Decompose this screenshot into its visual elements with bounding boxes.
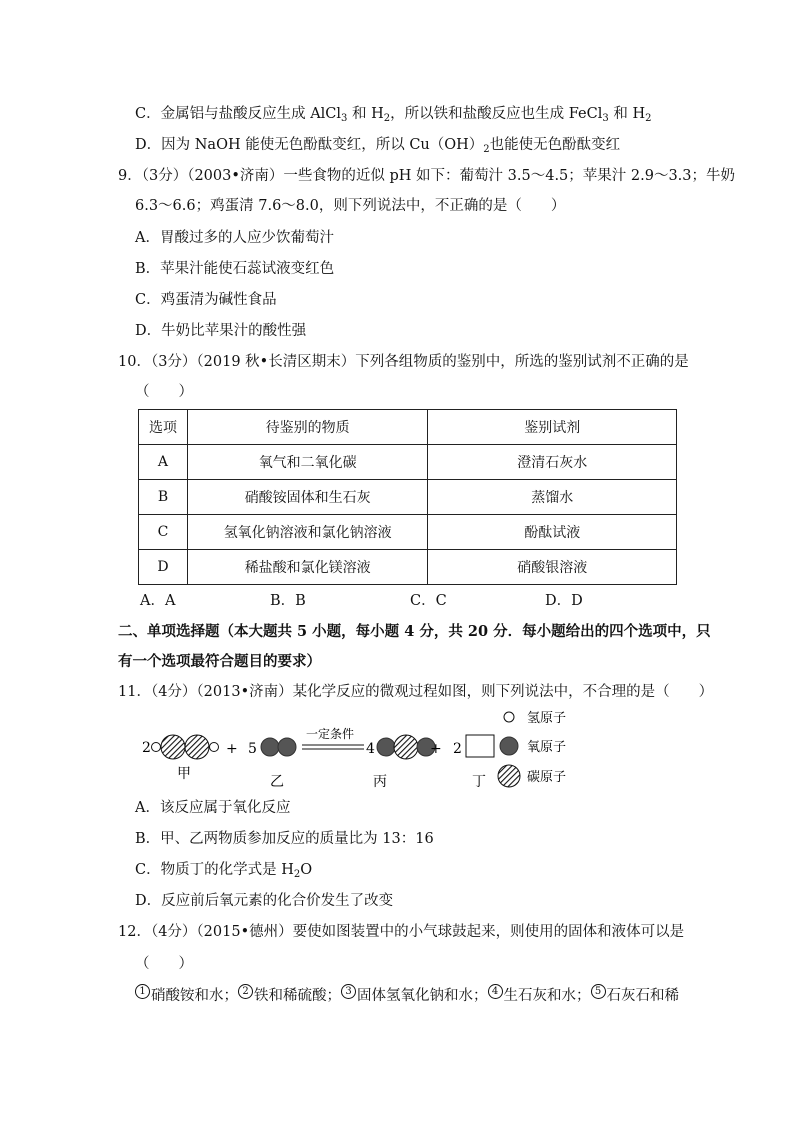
table-cell: B	[139, 480, 188, 515]
q9-option-a: A．胃酸过多的人应少饮葡萄汁	[135, 230, 334, 246]
q9-option-d: D．牛奶比苹果汁的酸性强	[135, 323, 307, 339]
q11-option-c: C．物质丁的化学式是 $H_2O$	[135, 862, 313, 880]
plus-sign: +	[430, 741, 442, 757]
q9-stem-line1: 9．（3分）（2003•济南）一些食物的近似 pH 如下：葡萄汁 3.5～4.5；苹果汁 2.9～3.3；牛奶	[118, 168, 736, 184]
table-cell: 稀盐酸和氯化镁溶液	[187, 550, 428, 585]
label-bing: 丙	[373, 774, 387, 790]
label-ding: 丁	[472, 774, 486, 790]
legend-hydrogen-icon	[504, 712, 514, 722]
reaction-condition: 一定条件	[306, 727, 355, 741]
q10-answer-c: C．C	[410, 593, 447, 609]
coef-ding: 2	[453, 741, 462, 757]
label-jia: 甲	[177, 766, 191, 782]
q8-option-c: C．金属铝与盐酸反应生成 AlCl$_3$ 和 $H_2$，所以铁和盐酸反应也生成 FeCl$_3$ 和 $H_2$	[135, 106, 652, 124]
table-row	[139, 550, 677, 585]
q11-stem: 11．（4分）（2013•济南）某化学反应的微观过程如图，则下列说法中，不合理的是（ ）	[118, 684, 714, 700]
q10-table	[138, 409, 677, 585]
table-row	[139, 480, 677, 515]
q10-answer-a: A．A	[140, 593, 176, 609]
carbon-atom-icon	[161, 735, 185, 759]
q11-reaction-diagram	[130, 700, 610, 795]
table-cell: 硝酸铵固体和生石灰	[187, 480, 428, 515]
q9-option-c: C．鸡蛋清为碱性食品	[135, 292, 277, 308]
table-cell: D	[139, 550, 188, 585]
label-yi: 乙	[270, 774, 284, 790]
oxygen-atom-icon	[261, 738, 279, 756]
table-cell: 氢氧化钠溶液和氯化钠溶液	[187, 515, 428, 550]
q11-option-d: D．反应前后氧元素的化合价发生了改变	[135, 893, 394, 909]
coef-yi: 5	[248, 741, 257, 757]
carbon-atom-icon	[185, 735, 209, 759]
circled-number: 3	[341, 984, 356, 999]
table-row	[139, 515, 677, 550]
hydrogen-atom-icon	[210, 743, 219, 752]
table-header-cell: 待鉴别的物质	[187, 410, 428, 445]
circled-number: 1	[135, 984, 150, 999]
q9-stem-line2: 6.3～6.6；鸡蛋清 7.6～8.0，则下列说法中，不正确的是（ ）	[135, 198, 566, 214]
table-cell: C	[139, 515, 188, 550]
section-heading-line1: 二、单项选择题（本大题共 5 小题，每小题 4 分，共 20 分．每小题给出的四个选项中，只	[118, 623, 711, 640]
section-heading-line2: 有一个选项最符合题目的要求）	[118, 653, 321, 670]
legend-carbon-icon	[498, 765, 520, 787]
q12-items: 1 硝酸铵和水； 2 铁和稀硫酸； 3 固体氢氧化钠和水； 4 生石灰和水； 5 石灰石和稀	[135, 984, 679, 1006]
table-cell: A	[139, 445, 188, 480]
oxygen-atom-icon	[377, 738, 395, 756]
table-header-row	[139, 410, 677, 445]
carbon-atom-icon	[394, 735, 418, 759]
circled-number: 5	[591, 984, 606, 999]
legend-hydrogen-label: 氢原子	[527, 711, 567, 726]
table-cell: 硝酸银溶液	[428, 550, 677, 585]
oxygen-atom-icon	[278, 738, 296, 756]
table-cell: 氧气和二氧化碳	[187, 445, 428, 480]
q12-stem-line2: （ ）	[135, 956, 193, 972]
table-row	[139, 445, 677, 480]
table-cell: 酚酞试液	[428, 515, 677, 550]
coef-bing: 4	[366, 741, 375, 757]
unknown-molecule-box	[466, 735, 494, 757]
q8-option-d: D．因为 NaOH 能使无色酚酞变红，所以 $Cu(OH)_2$也能使无色酚酞变红	[135, 137, 621, 155]
table-header-cell: 选项	[139, 410, 188, 445]
q9-option-b: B．苹果汁能使石蕊试液变红色	[135, 261, 335, 277]
q10-answer-d: D．D	[545, 593, 583, 609]
legend-carbon-label: 碳原子	[527, 770, 567, 785]
hydrogen-atom-icon	[152, 743, 161, 752]
q11-option-a: A．该反应属于氧化反应	[135, 800, 291, 816]
circled-number: 2	[238, 984, 253, 999]
table-cell: 澄清石灰水	[428, 445, 677, 480]
circled-number: 4	[488, 984, 503, 999]
table-header-cell: 鉴别试剂	[428, 410, 677, 445]
q11-option-b: B．甲、乙两物质参加反应的质量比为 13：16	[135, 831, 434, 847]
q10-answer-b: B．B	[270, 593, 306, 609]
legend-oxygen-icon	[500, 737, 518, 755]
q10-stem-line2: （ ）	[135, 384, 193, 400]
legend-oxygen-label: 氧原子	[527, 740, 567, 755]
table-cell: 蒸馏水	[428, 480, 677, 515]
plus-sign: +	[226, 741, 238, 757]
coef-jia: 2	[142, 740, 151, 756]
q10-stem-line1: 10．（3分）（2019 秋•长清区期末）下列各组物质的鉴别中，所选的鉴别试剂不正确的是	[118, 354, 689, 370]
q12-stem-line1: 12．（4分）（2015•德州）要使如图装置中的小气球鼓起来，则使用的固体和液体可以是	[118, 924, 685, 940]
